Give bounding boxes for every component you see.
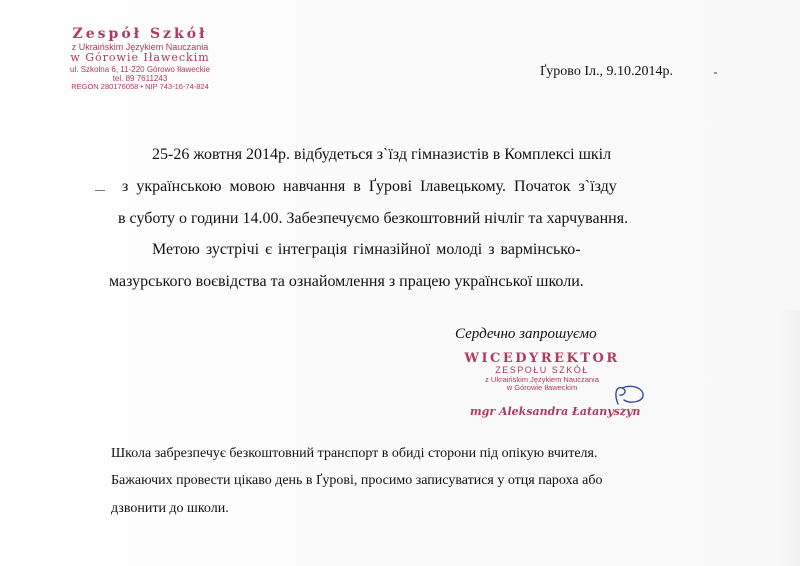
vice-director-stamp bbox=[452, 352, 632, 392]
school-stamp-regon: REGON 280176058 • NIP 743-16-74-824 bbox=[71, 82, 209, 92]
vice-director-name: mgr Aleksandra Łatanyszyn bbox=[470, 405, 641, 418]
letter-date: Ґурово Іл., 9.10.2014р. bbox=[540, 64, 673, 79]
vice-director-title: WICEDYREKTOR bbox=[464, 351, 620, 366]
school-stamp-language: z Ukraińskim Językiem Nauczania bbox=[71, 42, 209, 53]
scan-mark bbox=[95, 190, 105, 191]
body-line: 25-26 жовтня 2014р. відбудеться з`їзд гімназистів в Комплексі шкіл bbox=[152, 146, 612, 163]
body-line: з українською мовою навчання в Ґурові Ілавецькому. Початок з`їзду bbox=[122, 178, 617, 195]
footer-line: Бажаючих провести цікаво день в Ґурові, просимо записуватися у отця пароха або bbox=[111, 473, 603, 488]
body-line: Метою зустрічі є інтеграція гімназійної молоді з вармінсько- bbox=[152, 241, 581, 258]
scan-speck bbox=[714, 72, 717, 74]
school-stamp-town: w Górowie Iławeckim bbox=[70, 51, 210, 65]
vice-director-language: z Ukraińskim Językiem Nauczania bbox=[485, 374, 599, 384]
scan-shadow bbox=[780, 310, 800, 566]
footer-line: дзвонити до школи. bbox=[111, 501, 229, 516]
invitation-closing: Сердечно запрошуємо bbox=[455, 326, 597, 342]
vice-director-town: w Górowie Iławeckim bbox=[506, 382, 578, 392]
school-stamp-name: Zespół Szkół bbox=[72, 26, 208, 42]
vice-director-school: ZESPOŁU SZKÓŁ bbox=[495, 365, 589, 376]
school-stamp-address: ul. Szkolna 6, 11-220 Górowo Iławeckie bbox=[70, 65, 210, 75]
school-stamp-phone: tel. 89 7611243 bbox=[112, 74, 168, 84]
body-line: в суботу о години 14.00. Забезпечуємо безкоштовний нічліг та харчування. bbox=[118, 210, 629, 227]
footer-line: Школа забрезпечує безкоштовний транспорт в обиді сторони під опікую вчителя. bbox=[111, 446, 598, 461]
body-line: мазурського воєвідства та ознайомлення з працею української школи. bbox=[109, 273, 584, 290]
school-stamp bbox=[52, 26, 228, 92]
